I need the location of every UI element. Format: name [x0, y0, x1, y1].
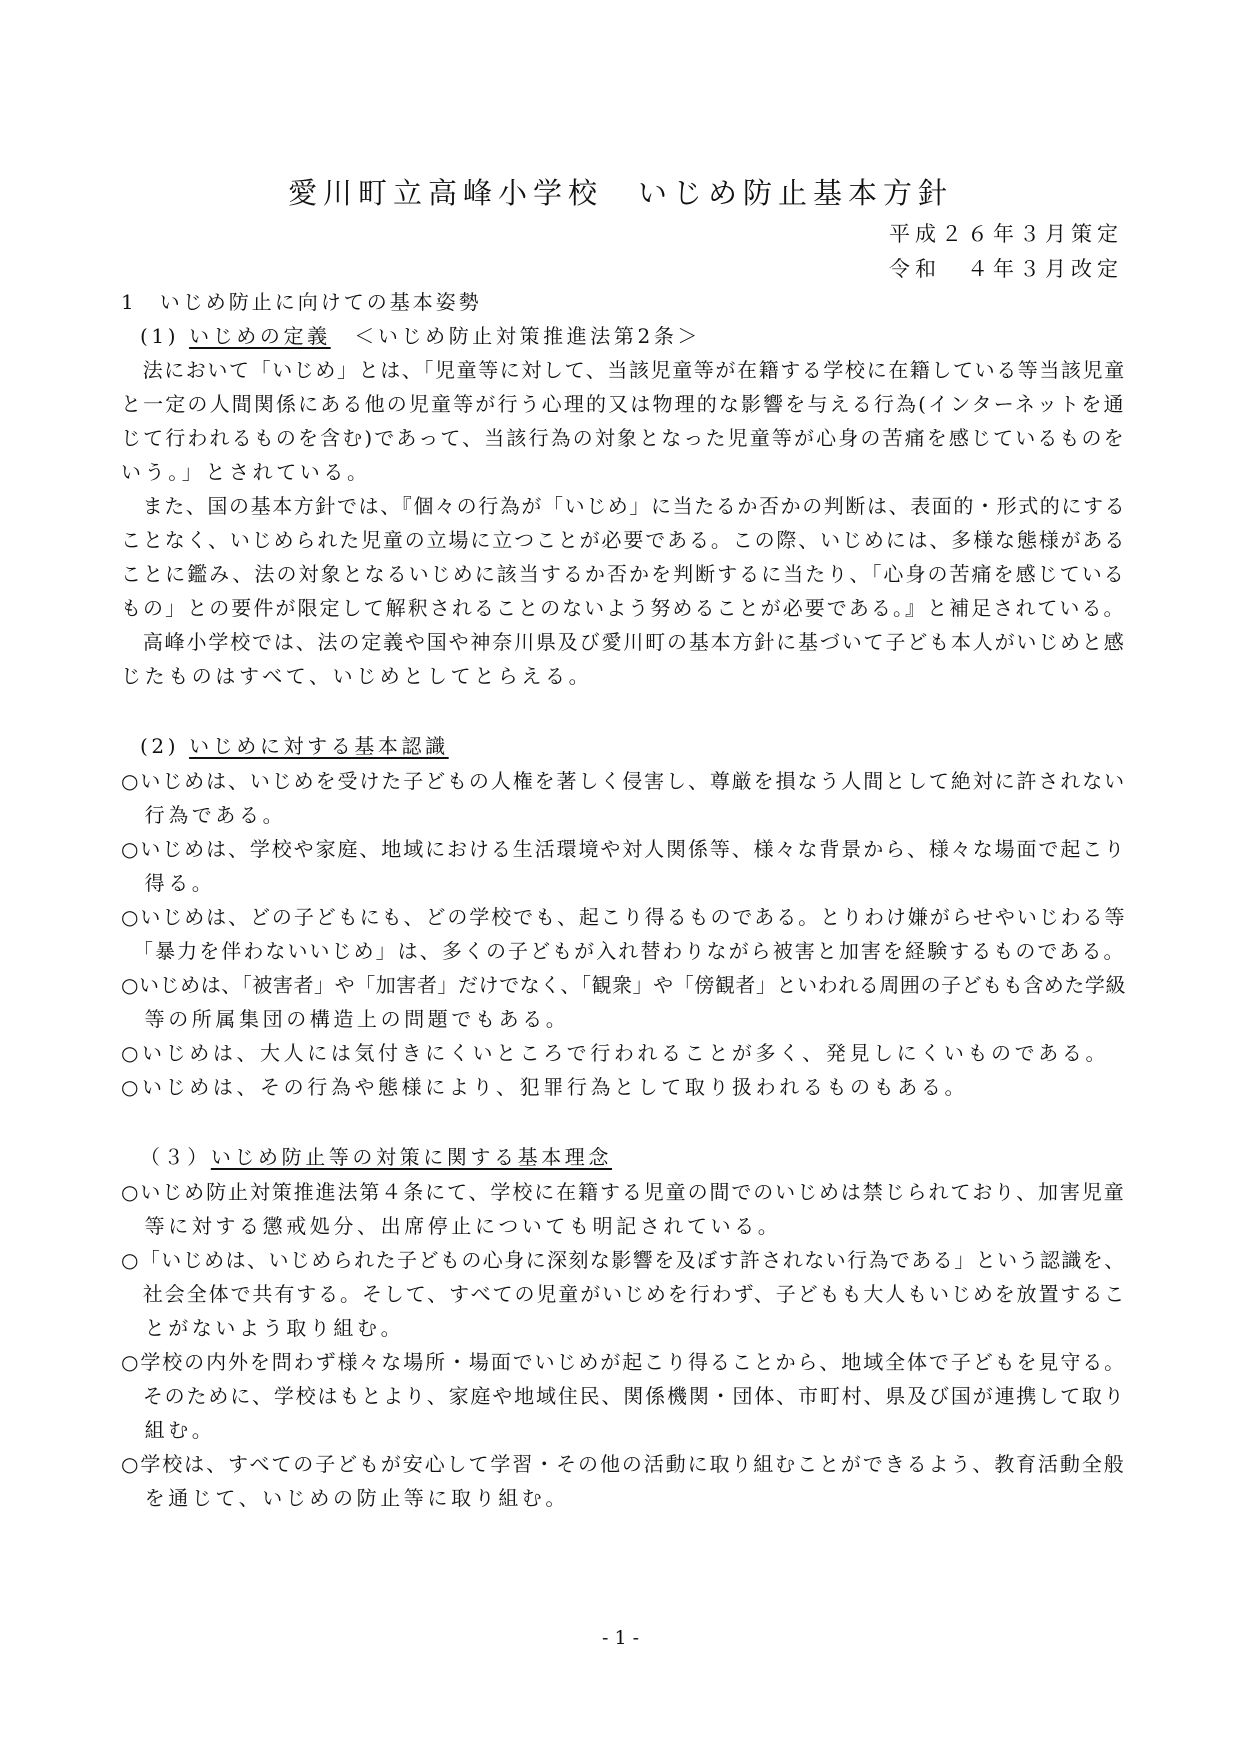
- subsection-note: ＜いじめ防止対策推進法第2条＞: [330, 324, 702, 348]
- bullet-line: そのために、学校はもとより、家庭や地域住民、関係機関・団体、市町村、県及び国が連携して取り: [121, 1384, 1126, 1408]
- bullet-line: 組む。: [121, 1418, 216, 1442]
- page-title: 愛川町立高峰小学校 いじめ防止基本方針: [287, 176, 953, 210]
- paragraph-line: また、国の基本方針では、『個々の行為が「いじめ」に当たるか否かの判断は、表面的・形式的にする: [121, 494, 1127, 518]
- bullet-line: 行為である。: [121, 803, 287, 827]
- paragraph-line: と一定の人間関係にある他の児童等が行う心理的又は物理的な影響を与える行為(インターネットを通: [121, 392, 1126, 416]
- bullet-line: ○学校の内外を問わず様々な場所・場面でいじめが起こり得ることから、地域全体で子どもを見守る。: [121, 1350, 1127, 1374]
- bullet-line: ○いじめ防止対策推進法第４条にて、学校に在籍する児童の間でのいじめは禁じられており、加害児童: [121, 1180, 1126, 1204]
- paragraph-line: ことに鑑み、法の対象となるいじめに該当するか否かを判断するに当たり、「心身の苦痛を感じている: [121, 562, 1126, 586]
- subsection-number: (2): [140, 734, 190, 758]
- subsection-title: いじめに対する基本認識: [189, 734, 449, 758]
- subsection-title: いじめ防止等の対策に関する基本理念: [210, 1145, 613, 1169]
- bullet-line: を通じて、いじめの防止等に取り組む。: [121, 1486, 569, 1510]
- bullet-line: ○いじめは、どの子どもにも、どの学校でも、起こり得るものである。とりわけ嫌がらせやいじわる等: [121, 905, 1127, 929]
- bullet-line: ○いじめは、「被害者」や「加害者」だけでなく、「観衆」や「傍観者」といわれる周囲の子どもも含めた学級: [121, 973, 1127, 997]
- paragraph-line: ことなく、いじめられた児童の立場に立つことが必要である。この際、いじめには、多様な態様がある: [121, 528, 1127, 552]
- bullet-line: 「暴力を伴わないいじめ」は、多くの子どもが入れ替わりながら被害と加害を経験するものである。: [121, 939, 1126, 963]
- paragraph-line: 高峰小学校では、法の定義や国や神奈川県及び愛川町の基本方針に基づいて子ども本人がいじめと感: [121, 630, 1126, 654]
- subsection-number: （３）: [140, 1145, 211, 1169]
- paragraph-line: じたものはすべて、いじめとしてとらえる。: [121, 664, 593, 688]
- bullet-line: ○いじめは、大人には気付きにくいところで行われることが多く、発見しにくいものである。: [121, 1041, 1110, 1065]
- bullet-line: ○いじめは、学校や家庭、地域における生活環境や対人関係等、様々な背景から、様々な場面で起こり: [121, 837, 1127, 861]
- page-number: - 1 -: [601, 1627, 639, 1649]
- bullet-line: 社会全体で共有する。そして、すべての児童がいじめを行わず、子どもも大人もいじめを放置するこ: [121, 1282, 1127, 1306]
- bullet-line: とがないよう取り組む。: [121, 1316, 405, 1340]
- date-revised: 令和 ４年３月改定: [889, 257, 1123, 281]
- bullet-line: 等の所属集団の構造上の問題でもある。: [121, 1007, 570, 1031]
- subsection-heading-1: [140, 321, 1145, 351]
- date-established: 平成２６年３月策定: [889, 222, 1123, 246]
- subsection-title: いじめの定義: [189, 324, 331, 348]
- bullet-line: 等に対する懲戒処分、出席停止についても明記されている。: [121, 1214, 782, 1238]
- paragraph-line: いう。」とされている。: [121, 460, 371, 484]
- bullet-line: ○いじめは、いじめを受けた子どもの人権を著しく侵害し、尊厳を損なう人間として絶対に許されない: [121, 769, 1127, 793]
- bullet-line: ○いじめは、その行為や態様により、犯罪行為として取り扱われるものもある。: [121, 1075, 969, 1099]
- bullet-line: ○学校は、すべての子どもが安心して学習・その他の活動に取り組むことができるよう、教育活動全般: [121, 1452, 1126, 1476]
- paragraph-line: 法において「いじめ」とは、「児童等に対して、当該児童等が在籍する学校に在籍している等当該児童: [121, 358, 1126, 382]
- paragraph-line: もの」との要件が限定して解釈されることのないよう努めることが必要である。』と補足されている。: [121, 596, 1126, 620]
- bullet-line: ○「いじめは、いじめられた子どもの心身に深刻な影響を及ぼす許されない行為である」という認識を、: [121, 1248, 1126, 1272]
- subsection-heading-3: [140, 1142, 1145, 1172]
- paragraph-line: じて行われるものを含む)であって、当該行為の対象となった児童等が心身の苦痛を感じているものを: [121, 426, 1126, 450]
- subsection-number: (1): [140, 324, 190, 348]
- section-heading: 1 いじめ防止に向けての基本姿勢: [121, 290, 482, 314]
- bullet-line: 得る。: [121, 871, 216, 895]
- subsection-heading-2: [140, 731, 1145, 761]
